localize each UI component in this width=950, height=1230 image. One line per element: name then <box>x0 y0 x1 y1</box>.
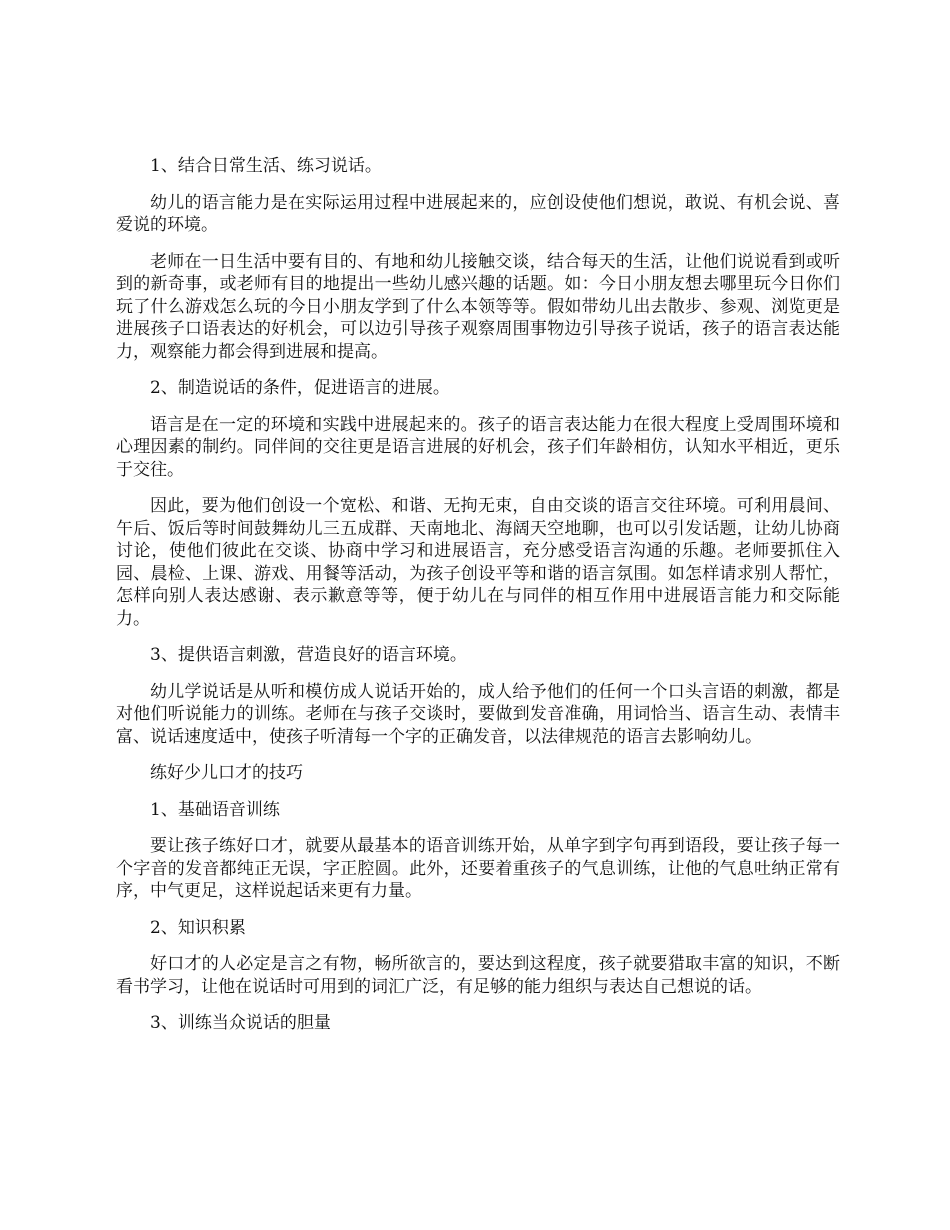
body-paragraph: 要让孩子练好口才，就要从最基本的语音训练开始，从单字到字句再到语段，要让孩子每一个字音的发音都纯正无误，字正腔圆。此外，还要着重孩子的气息训练，让他的气息吐纳正常有序，中气更足，这样说起话来更有力量。 <box>116 836 840 901</box>
body-paragraph: 语言是在一定的环境和实践中进展起来的。孩子的语言表达能力在很大程度上受周围环境和心理因素的制约。同伴间的交往更是语言进展的好机会，孩子们年龄相仿，认知水平相近，更乐于交往。 <box>116 414 840 480</box>
list-heading-1: 1、基础语音训练 <box>150 799 280 820</box>
list-heading-2: 2、制造说话的条件，促进语言的进展。 <box>150 378 450 398</box>
body-paragraph: 老师在一日生活中要有目的、有地和幼儿接触交谈，结合每天的生活，让他们说说看到或听到的新奇事，或老师有目的地提出一些幼儿感兴趣的话题。如：今日小朋友想去哪里玩今日你们玩了什么游戏怎么玩的今日小朋友学到了什么本领等等。假如带幼儿出去散步、参观、浏览更是进展孩子口语表达的好机会，可以边引导孩子观察周围事物边引导孩子说话，孩子的语言表达能力，观察能力都会得到进展和提高。 <box>116 251 840 362</box>
body-paragraph: 幼儿的语言能力是在实际运用过程中进展起来的，应创设使他们想说，敢说、有机会说、喜爱说的环境。 <box>116 192 840 235</box>
list-heading-1: 1、结合日常生活、练习说话。 <box>150 156 382 176</box>
body-paragraph: 好口才的人必定是言之有物，畅所欲言的，要达到这程度，孩子就要猎取丰富的知识，不断看书学习，让他在说话时可用到的词汇广泛，有足够的能力组织与表达自己想说的话。 <box>116 954 840 997</box>
list-heading-3: 3、提供语言刺激，营造良好的语言环境。 <box>150 645 467 665</box>
section-heading: 练好少儿口才的技巧 <box>150 763 303 783</box>
list-heading-3: 3、训练当众说话的胆量 <box>150 1013 331 1033</box>
list-heading-2: 2、知识积累 <box>150 917 246 938</box>
document-body <box>116 155 840 1049</box>
body-paragraph: 幼儿学说话是从听和模仿成人说话开始的，成人给予他们的任何一个口头言语的刺激，都是对他们听说能力的训练。老师在与孩子交谈时，要做到发音准确，用词恰当、语言生动、表情丰富、说话速度适中，使孩子听清每一个字的正确发音，以法律规范的语言去影响幼儿。 <box>116 681 840 747</box>
body-paragraph: 因此，要为他们创设一个宽松、和谐、无拘无束，自由交谈的语言交往环境。可利用晨间、午后、饭后等时间鼓舞幼儿三五成群、天南地北、海阔天空地聊，也可以引发话题，让幼儿协商讨论，使他们彼此在交谈、协商中学习和进展语言，充分感受语言沟通的乐趣。老师要抓住入园、晨检、上课、游戏、用餐等活动，为孩子创设平等和谐的语言氛围。如怎样请求别人帮忙，怎样向别人表达感谢、表示歉意等等，便于幼儿在与同伴的相互作用中进展语言能力和交际能力。 <box>116 496 840 629</box>
